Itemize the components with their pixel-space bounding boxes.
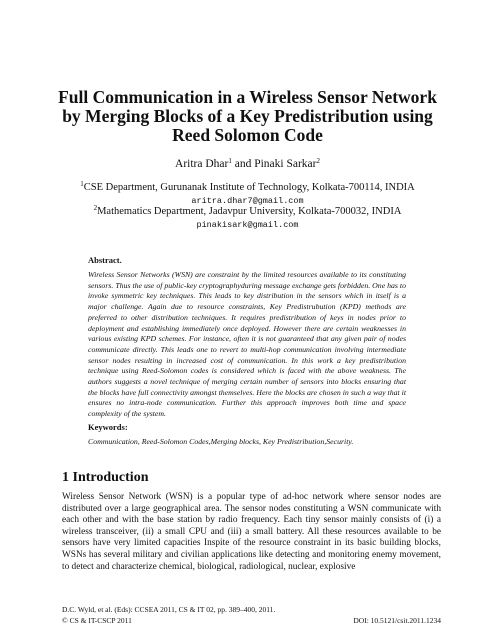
affiliation bbox=[0, 182, 495, 194]
title-line: Reed Solomon Code bbox=[172, 125, 323, 145]
footer-citation: D.C. Wyld, et al. (Eds): CCSEA 2011, CS & IT 02, pp. 389–400, 2011. bbox=[62, 605, 276, 614]
affiliation-text: Mathematics Department, Jadavpur University, Kolkata-700032, INDIA bbox=[97, 206, 402, 217]
title-line: Full Communication in a Wireless Sensor Network bbox=[58, 87, 437, 107]
affiliation-text: CSE Department, Gurunanak Institute of Technology, Kolkata-700114, INDIA bbox=[83, 182, 415, 193]
abstract-text: Wireless Sensor Networks (WSN) are constraint by the limited resources available to its constituting sensors. Thus the use of public-key cryptographyduring message exchange gets forbidden. One has to invoke symmetric key techniques. This leads to key distribution in the sensors which in itself is a major challenge. Again due to resource constraints, Key Predistrubution (KPD) methods are preferred to other distribution techniques. It requires predistribution of keys in nodes prior to deployment and establishing immediately once deployed. However there are certain weaknesses in various existing KPD schemes. For instance, often it is not guaranteed that any given pair of nodes communicate directly. This leads one to revert to multi-hop communication involving intermediate sensor nodes resulting in increased cost of communication. In this work a key predistribution technique using Reed-Solomon codes is considered which is faced with the above weakness. The authors suggests a novel technique of merging certain number of sensors into blocks ensuring that the blocks have full connectivity amongst themselves. Here the blocks are chosen in such a way that it ensures no intra-node communication. Further this approach improves both time and space complexity of the system. bbox=[88, 270, 406, 419]
keywords-text: Communication, Reed-Solomon Codes,Merging blocks, Key Predistribution,Security. bbox=[88, 437, 354, 446]
author-list bbox=[0, 158, 495, 170]
author-conjunction: and bbox=[231, 158, 255, 170]
author-name: Pinaki Sarkar bbox=[254, 158, 317, 170]
author-email: pinakisark@gmail.com bbox=[196, 220, 299, 230]
paper-title bbox=[40, 88, 455, 145]
author-affiliation-mark: 2 bbox=[316, 157, 320, 165]
title-line: by Merging Blocks of a Key Predistribution using bbox=[62, 106, 433, 126]
keywords-heading: Keywords: bbox=[88, 422, 128, 432]
author-name: Aritra Dhar bbox=[175, 158, 229, 170]
abstract-heading: Abstract. bbox=[88, 255, 122, 265]
footer-doi: DOI: 10.5121/csit.2011.1234 bbox=[353, 616, 441, 625]
footer-copyright: © CS & IT-CSCP 2011 bbox=[62, 616, 132, 625]
section-body-text: Wireless Sensor Network (WSN) is a popular type of ad-hoc network where sensor nodes are distributed over a large geographical area. The sensor nodes constituting a WSN communicate with each other and with the base station by radio frequency. Each tiny sensor mainly consists of (i) a wireless transceiver, (ii) a small CPU and (iii) a small battery. All these resources available to be sensors have very limited capacities Inspite of the resource constraint in its basic building blocks, WSNs has several military and civilian applications like detecting and monitoring enemy movement, to detect and characterize chemical, biological, radiological, nuclear, explosive bbox=[62, 492, 441, 572]
author-affiliation-mark: 1 bbox=[228, 157, 232, 165]
section-heading: 1 Introduction bbox=[62, 470, 149, 485]
affiliation-mark: 1 bbox=[80, 180, 84, 188]
author-email: aritra.dhar7@gmail.com bbox=[191, 196, 304, 206]
affiliation-mark: 2 bbox=[93, 204, 98, 212]
affiliation bbox=[0, 206, 495, 218]
